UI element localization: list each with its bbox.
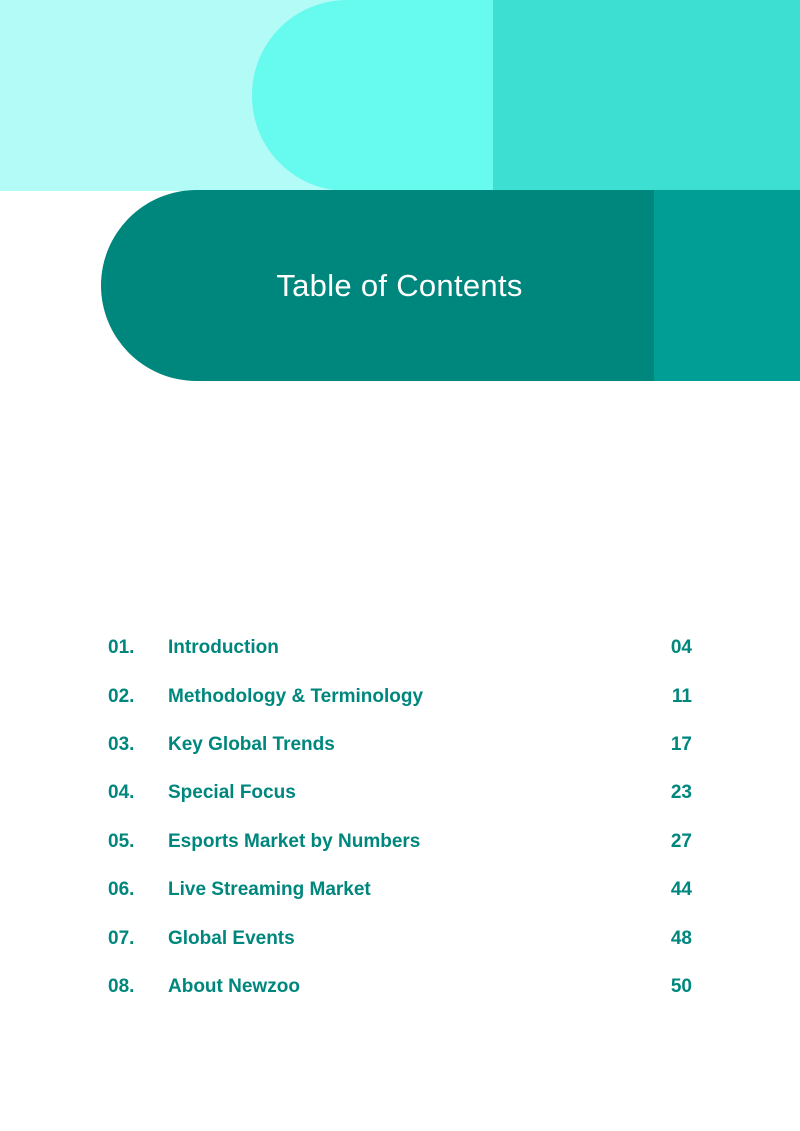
toc-entry-special-focus[interactable] — [108, 769, 692, 817]
toc-entry-number: 06. — [108, 879, 135, 901]
toc-entry-methodology[interactable] — [108, 672, 692, 720]
toc-entry-number: 04. — [108, 782, 135, 804]
toc-entry-introduction[interactable] — [108, 624, 692, 672]
toc-entry-number: 02. — [108, 685, 135, 707]
title-banner — [101, 190, 654, 381]
toc-entry-global-events[interactable] — [108, 914, 692, 962]
toc-entry-title: About Newzoo — [168, 975, 300, 997]
toc-entry-number: 01. — [108, 637, 135, 659]
toc-entry-number: 07. — [108, 927, 135, 949]
toc-entry-page: 04 — [670, 637, 692, 659]
toc-entry-number: 05. — [108, 830, 135, 852]
toc-entry-number: 08. — [108, 975, 135, 997]
toc-entry-page: 11 — [671, 685, 692, 707]
header-background-aqua-block — [493, 0, 800, 191]
toc-entry-title: Esports Market by Numbers — [168, 830, 421, 852]
toc-entry-number: 03. — [108, 733, 135, 755]
toc-entry-page: 50 — [670, 975, 692, 997]
table-of-contents — [108, 624, 692, 1011]
toc-entry-title: Methodology & Terminology — [168, 685, 424, 707]
toc-entry-page: 23 — [670, 782, 692, 804]
toc-entry-esports-market[interactable] — [108, 818, 692, 866]
toc-entry-page: 27 — [670, 830, 692, 852]
toc-entry-page: 44 — [670, 879, 692, 901]
toc-entry-title: Global Events — [168, 927, 295, 949]
toc-entry-title: Live Streaming Market — [168, 879, 371, 901]
page-title: Table of Contents — [276, 267, 523, 303]
toc-entry-key-global-trends[interactable] — [108, 721, 692, 769]
toc-entry-title: Introduction — [168, 637, 279, 659]
toc-entry-about-newzoo[interactable] — [108, 963, 692, 1011]
toc-entry-page: 17 — [670, 733, 692, 755]
toc-entry-title: Special Focus — [168, 782, 296, 804]
toc-entry-page: 48 — [670, 927, 692, 949]
toc-entry-live-streaming[interactable] — [108, 866, 692, 914]
toc-entry-title: Key Global Trends — [168, 733, 335, 755]
